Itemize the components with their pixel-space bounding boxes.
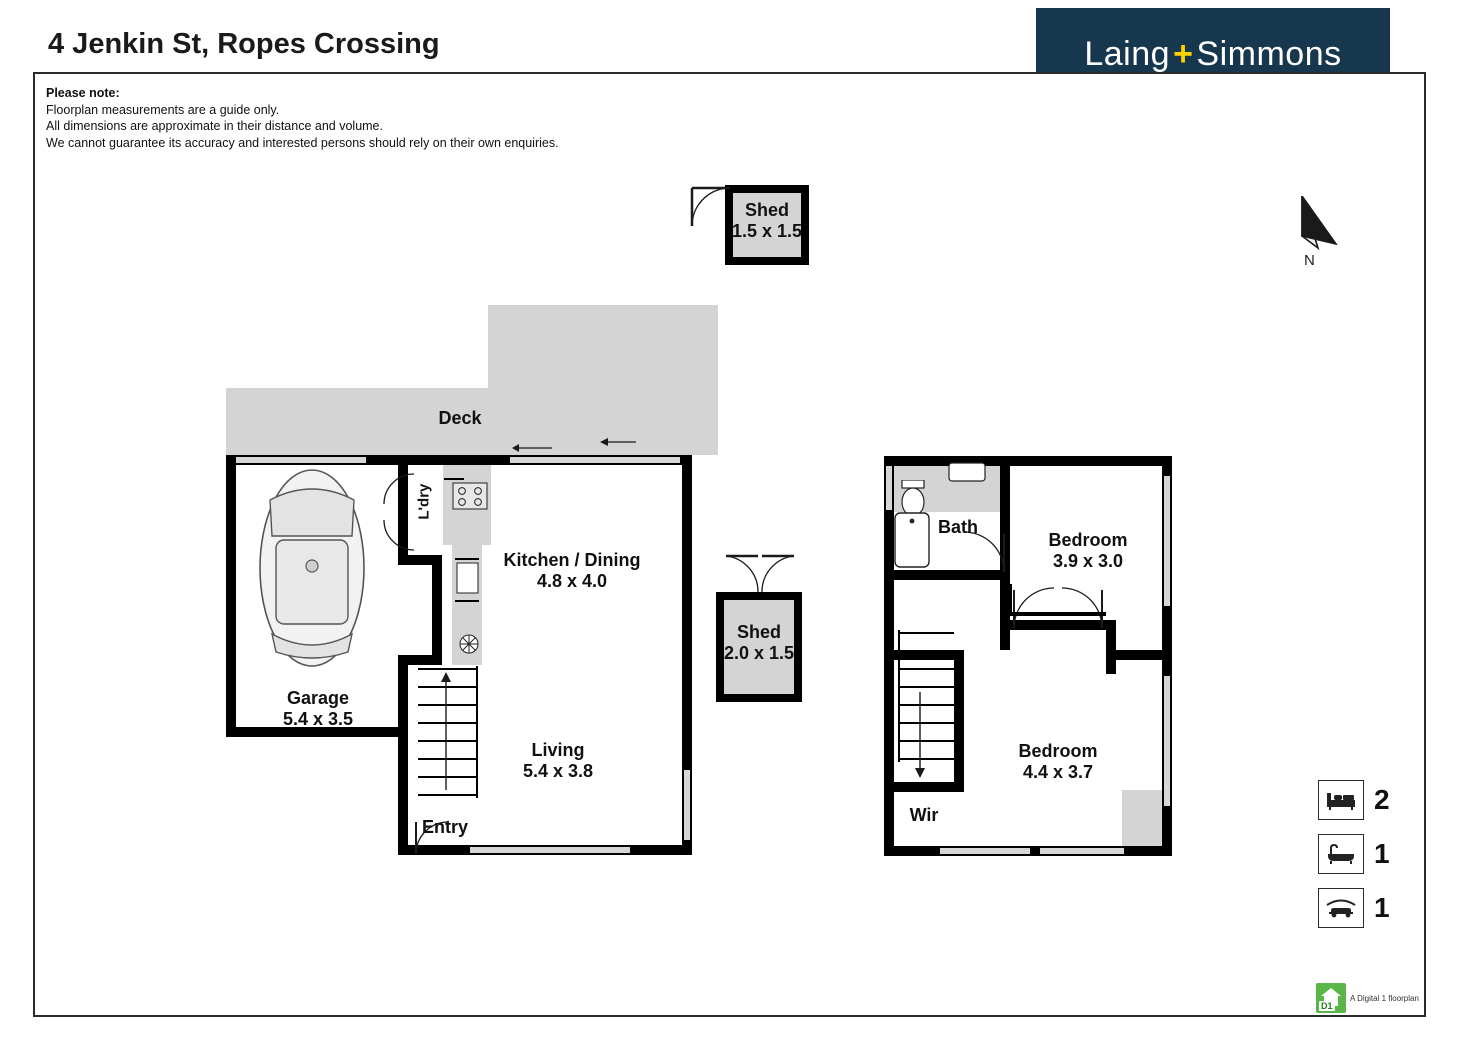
bedroom-count: 2	[1374, 784, 1390, 815]
badge-carspaces	[1318, 888, 1414, 928]
digital1-caption: A Digital 1 floorplan	[1350, 993, 1419, 1003]
disclaimer-line-4: We cannot guarantee its accuracy and interested persons should rely on their own enquiries.	[46, 135, 559, 150]
room-label-shed-top: Shed 1.5 x 1.5	[731, 200, 803, 241]
compass-north-label: N	[1304, 252, 1315, 269]
room-label-bedroom-2: Bedroom 4.4 x 3.7	[1018, 741, 1098, 782]
room-label-bath: Bath	[938, 517, 978, 537]
disclaimer	[46, 85, 559, 151]
bed-icon-box	[1318, 780, 1364, 820]
disclaimer-line-2: Floorplan measurements are a guide only.	[46, 102, 280, 117]
appliance-icon	[456, 630, 482, 658]
badge-bathrooms	[1318, 834, 1414, 874]
feature-badges	[1318, 780, 1414, 942]
deck-door-arrow-2-icon	[600, 434, 640, 448]
room-label-garage: Garage 5.4 x 3.5	[282, 688, 354, 729]
brand-name	[1084, 35, 1341, 74]
laundry-door-icon	[382, 472, 416, 514]
room-label-bedroom-1: Bedroom 3.9 x 3.0	[1048, 530, 1128, 571]
cooktop-icon	[452, 482, 490, 512]
room-label-entry: Entry	[421, 817, 468, 837]
stairs-direction-arrow-icon	[438, 672, 454, 792]
car-icon-box	[1318, 888, 1364, 928]
room-label-wir: Wir	[909, 805, 939, 825]
room-label-deck: Deck	[438, 408, 482, 428]
digital1-badge-icon	[1316, 983, 1346, 1013]
room-label-laundry: L'dry	[415, 483, 433, 520]
badge-bedrooms	[1318, 780, 1414, 820]
shed-mid-doors-icon	[724, 554, 796, 596]
compass-rose	[1278, 196, 1358, 282]
digital1-logo	[1316, 983, 1419, 1013]
room-label-kitchen-dining: Kitchen / Dining 4.8 x 4.0	[503, 550, 641, 591]
car-icon	[1325, 896, 1357, 920]
brand-name-left: Laing	[1084, 34, 1171, 73]
brand-name-right: Simmons	[1196, 34, 1342, 73]
brand-plus-icon: +	[1173, 34, 1194, 73]
room-label-living: Living 5.4 x 3.8	[522, 740, 594, 781]
compass-needle-icon	[1278, 196, 1358, 256]
bed-icon	[1326, 789, 1356, 811]
wardrobe-doors-icon	[1012, 586, 1108, 630]
bath-icon	[1326, 843, 1356, 865]
disclaimer-line-1: Please note:	[46, 86, 120, 100]
disclaimer-line-3: All dimensions are approximate in their distance and volume.	[46, 119, 383, 133]
vanity-basin-icon	[948, 462, 988, 484]
digital1-badge-text: D1	[1321, 1001, 1333, 1011]
page-title: 4 Jenkin St, Ropes Crossing	[48, 28, 440, 60]
carspace-count: 1	[1374, 892, 1390, 923]
bath-icon-box	[1318, 834, 1364, 874]
car-illustration	[252, 466, 372, 671]
room-label-shed-mid: Shed 2.0 x 1.5	[723, 622, 795, 663]
laundry-door-2-icon	[382, 512, 416, 554]
stairs-upper-arrow-icon	[912, 690, 928, 778]
bathroom-count: 1	[1374, 838, 1390, 869]
sink-icon	[456, 562, 480, 596]
